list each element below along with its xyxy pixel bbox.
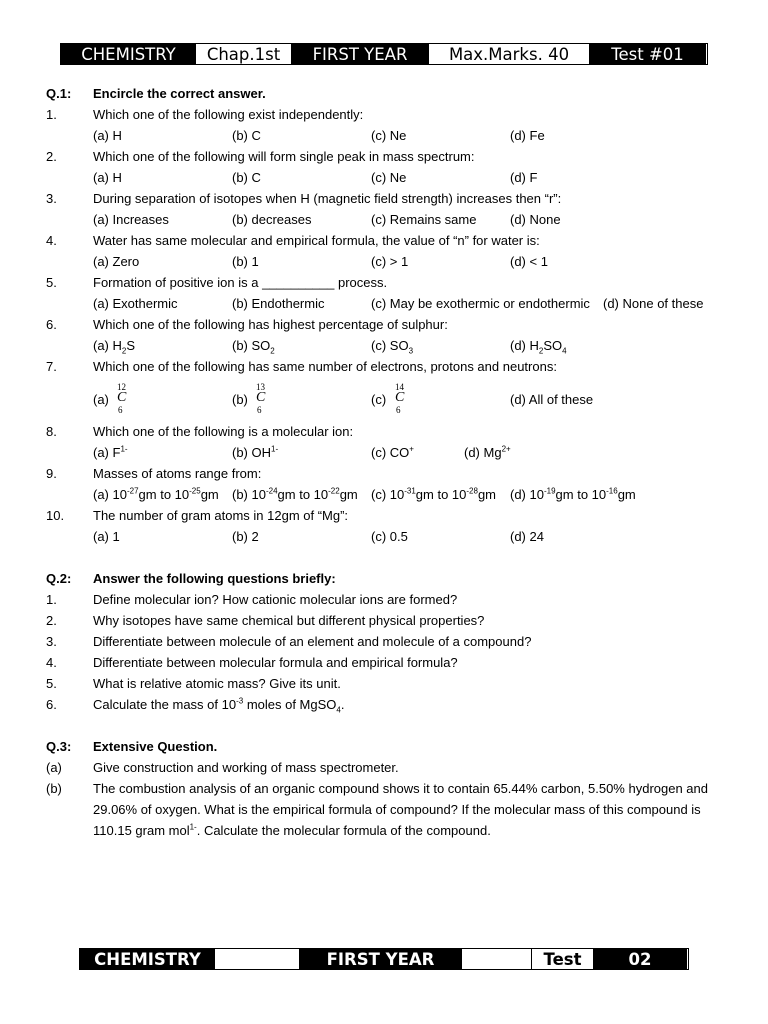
- option-b[interactable]: (b) C: [232, 170, 261, 185]
- footer-subject: CHEMISTRY: [80, 949, 215, 969]
- option-d-text: gm to 10: [555, 487, 607, 502]
- option-c[interactable]: [371, 337, 413, 355]
- exponent: 1-: [189, 822, 197, 832]
- question-text: Differentiate between molecule of an element and molecule of a compound?: [93, 634, 532, 649]
- question-text: The combustion analysis of an organic compound shows it to contain 65.44% carbon, 5.50% hydrogen and: [93, 781, 708, 796]
- q1-item-7: [0, 358, 768, 376]
- option-b[interactable]: [232, 486, 358, 504]
- text-part: Calculate the mass of 10: [93, 697, 237, 712]
- q1-options-6: [0, 337, 768, 355]
- q1-item-9: [0, 465, 768, 483]
- question-text: Formation of positive ion is a __________ process.: [93, 275, 388, 290]
- option-a-tail: S: [126, 338, 136, 353]
- subscript: 4: [562, 346, 567, 356]
- q1-options-7: [0, 391, 768, 409]
- option-c[interactable]: (c) 0.5: [371, 529, 408, 544]
- exponent: -25: [189, 486, 201, 496]
- question-text: Differentiate between molecular formula and empirical formula?: [93, 655, 458, 670]
- option-d-mid: SO: [543, 338, 563, 353]
- q1-item-10: [0, 507, 768, 525]
- item-number: 5.: [46, 676, 57, 691]
- option-a[interactable]: [93, 337, 135, 355]
- isotope-carbon-13: [256, 382, 270, 416]
- atomic-number: 6: [118, 405, 123, 415]
- atomic-number: 6: [257, 405, 262, 415]
- mass-number: 13: [256, 382, 265, 392]
- subscript: 3: [408, 346, 414, 356]
- subscript: 2: [538, 346, 544, 356]
- item-number: 5.: [46, 275, 57, 290]
- option-d-text: gm: [617, 487, 636, 502]
- q1-options-1: [0, 127, 768, 145]
- option-c[interactable]: (c) Remains same: [371, 212, 477, 227]
- superscript: 1-: [120, 444, 128, 454]
- question-text: Which one of the following has same number of electrons, protons and neutrons:: [93, 359, 557, 374]
- option-a[interactable]: [93, 444, 128, 462]
- element-symbol: C: [117, 390, 127, 405]
- option-d[interactable]: (d) < 1: [510, 254, 548, 269]
- q1-options-5: [0, 295, 768, 313]
- option-b-text: gm to 10: [277, 487, 329, 502]
- q2-heading: [0, 570, 768, 588]
- question-text: Which one of the following exist independently:: [93, 107, 364, 122]
- q3-heading: [0, 738, 768, 756]
- option-c[interactable]: (c) Ne: [371, 128, 407, 143]
- exponent: -22: [328, 486, 340, 496]
- option-b-text: gm: [339, 487, 358, 502]
- q1-options-10: [0, 528, 768, 546]
- footer-blank-2: [462, 949, 531, 969]
- option-b[interactable]: (b) C: [232, 128, 261, 143]
- mass-number: 12: [117, 382, 126, 392]
- q3-item-b-line-1: [0, 780, 768, 798]
- question-text: Which one of the following is a molecular ion:: [93, 424, 354, 439]
- option-d-text: (d) H: [510, 338, 539, 353]
- q1-heading: [0, 85, 768, 103]
- item-number: 3.: [46, 191, 57, 206]
- option-b[interactable]: (b) 2: [232, 529, 259, 544]
- option-c[interactable]: (c): [371, 392, 387, 407]
- atomic-number: 6: [396, 405, 401, 415]
- option-a-text: (a) F: [93, 445, 121, 460]
- subscript: 2: [121, 346, 127, 356]
- isotope-carbon-14: [395, 382, 409, 416]
- question-text: Why isotopes have same chemical but different physical properties?: [93, 613, 485, 628]
- q1-title: Encircle the correct answer.: [93, 86, 266, 101]
- option-a[interactable]: (a): [93, 392, 109, 407]
- question-text: Which one of the following will form single peak in mass spectrum:: [93, 149, 475, 164]
- q1-options-4: [0, 253, 768, 271]
- exponent: -27: [126, 486, 139, 496]
- element-symbol: C: [395, 390, 405, 405]
- q3-item-b-line-2: [0, 801, 768, 819]
- footer-test: Test: [531, 949, 593, 969]
- option-b[interactable]: [232, 337, 275, 355]
- option-c[interactable]: (c) > 1: [371, 254, 409, 269]
- option-d[interactable]: [510, 337, 567, 355]
- option-d[interactable]: (d) All of these: [510, 392, 594, 407]
- item-number: 2.: [46, 149, 57, 164]
- text-part: .: [340, 697, 345, 712]
- q1-item-4: [0, 232, 768, 250]
- question-text: During separation of isotopes when H (magnetic field strength) increases then “r”:: [93, 191, 562, 206]
- option-d[interactable]: [464, 444, 511, 462]
- header-chapter: Chap.1st: [196, 44, 291, 64]
- item-number: 6.: [46, 697, 57, 712]
- item-number: 4.: [46, 655, 57, 670]
- exponent: -31: [404, 486, 416, 496]
- exponent: -19: [543, 486, 556, 496]
- option-b[interactable]: [232, 444, 278, 462]
- option-a-text: (a) H: [93, 338, 122, 353]
- option-d[interactable]: (d) 24: [510, 529, 544, 544]
- text-part: moles of MgSO: [243, 697, 337, 712]
- option-a-text: gm: [200, 487, 219, 502]
- option-b-text: (b) OH: [232, 445, 271, 460]
- option-d-text: (d) Mg: [464, 445, 502, 460]
- q1-item-8: [0, 423, 768, 441]
- item-number: 6.: [46, 317, 57, 332]
- q1-options-8: [0, 444, 768, 462]
- header-subject: CHEMISTRY: [61, 44, 196, 64]
- question-text: [93, 696, 344, 714]
- subscript: 4: [336, 705, 341, 715]
- question-text: What is relative atomic mass? Give its unit.: [93, 676, 341, 691]
- footer-year: FIRST YEAR: [299, 949, 462, 969]
- q2-item-6: [0, 696, 768, 714]
- question-text: The number of gram atoms in 12gm of “Mg”:: [93, 508, 349, 523]
- q2-item-2: [0, 612, 768, 630]
- superscript: 2+: [501, 444, 511, 454]
- q1-item-2: [0, 148, 768, 166]
- option-c-text: gm to 10: [415, 487, 467, 502]
- option-a-text: (a) 10: [93, 487, 127, 502]
- superscript: +: [409, 444, 414, 454]
- item-number: 4.: [46, 233, 57, 248]
- option-c[interactable]: (c) May be exothermic or endothermic: [371, 296, 590, 311]
- option-c-text: (c) SO: [371, 338, 409, 353]
- option-a[interactable]: (a) Exothermic: [93, 296, 178, 311]
- q3-title: Extensive Question.: [93, 739, 218, 754]
- exponent: -3: [236, 696, 244, 706]
- q3-item-a: [0, 759, 768, 777]
- q2-item-5: [0, 675, 768, 693]
- q2-title: Answer the following questions briefly:: [93, 571, 336, 586]
- footer-blank-1: [215, 949, 299, 969]
- q2-item-4: [0, 654, 768, 672]
- footer-number: 02: [593, 949, 687, 969]
- option-c-text: gm: [477, 487, 497, 502]
- option-d[interactable]: (d) F: [510, 170, 538, 185]
- header-year: FIRST YEAR: [291, 44, 429, 64]
- option-b-text: (b) 10: [232, 487, 266, 502]
- q2-item-3: [0, 633, 768, 651]
- option-a[interactable]: (a) H: [93, 128, 122, 143]
- question-text: [93, 822, 491, 840]
- q1-item-1: [0, 106, 768, 124]
- item-number: 9.: [46, 466, 57, 481]
- q1-options-9: [0, 486, 768, 504]
- item-number: 7.: [46, 359, 57, 374]
- q3-label: Q.3:: [46, 739, 72, 754]
- option-a[interactable]: [93, 486, 219, 504]
- q1-item-5: [0, 274, 768, 292]
- q1-item-6: [0, 316, 768, 334]
- option-a[interactable]: (a) 1: [93, 529, 120, 544]
- q1-options-3: [0, 211, 768, 229]
- header-bar: [60, 43, 708, 65]
- option-c[interactable]: (c) Ne: [371, 170, 407, 185]
- option-c[interactable]: [371, 444, 414, 462]
- question-text: Which one of the following has highest percentage of sulphur:: [93, 317, 448, 332]
- item-number: (a): [46, 760, 62, 775]
- exponent: -28: [466, 486, 478, 496]
- option-d[interactable]: (d) None: [510, 212, 561, 227]
- item-number: 1.: [46, 107, 57, 122]
- superscript: 1-: [271, 444, 279, 454]
- q1-item-3: [0, 190, 768, 208]
- question-text: 29.06% of oxygen. What is the empirical formula of compound? If the molecular mass of this compound is: [93, 802, 701, 817]
- footer-bar: [79, 948, 689, 970]
- isotope-carbon-12: [117, 382, 131, 416]
- option-a[interactable]: (a) Zero: [93, 254, 140, 269]
- question-text: Give construction and working of mass spectrometer.: [93, 760, 399, 775]
- option-c-text: (c) CO: [371, 445, 410, 460]
- option-a[interactable]: (a) H: [93, 170, 122, 185]
- option-d-text: (d) 10: [510, 487, 544, 502]
- header-test: Test #01: [589, 44, 706, 64]
- item-number: 3.: [46, 634, 57, 649]
- option-c-text: (c) 10: [371, 487, 405, 502]
- q2-item-1: [0, 591, 768, 609]
- header-marks: Max.Marks. 40: [429, 44, 589, 64]
- exponent: -24: [265, 486, 278, 496]
- exponent: -16: [606, 486, 618, 496]
- q2-label: Q.2:: [46, 571, 72, 586]
- item-number: 2.: [46, 613, 57, 628]
- option-d[interactable]: (d) None of these: [603, 296, 704, 311]
- option-b-text: (b) SO: [232, 338, 271, 353]
- question-text: Masses of atoms range from:: [93, 466, 262, 481]
- item-number: (b): [46, 781, 62, 796]
- text-part: . Calculate the molecular formula of the compound.: [196, 823, 491, 838]
- option-d[interactable]: (d) Fe: [510, 128, 545, 143]
- item-number: 8.: [46, 424, 57, 439]
- mass-number: 14: [395, 382, 404, 392]
- option-b[interactable]: (b) Endothermic: [232, 296, 325, 311]
- item-number: 1.: [46, 592, 57, 607]
- q1-options-2: [0, 169, 768, 187]
- option-d[interactable]: [510, 486, 636, 504]
- subscript: 2: [270, 346, 275, 356]
- question-text: Water has same molecular and empirical formula, the value of “n” for water is:: [93, 233, 540, 248]
- question-text: Define molecular ion? How cationic molecular ions are formed?: [93, 592, 458, 607]
- option-b[interactable]: (b) decreases: [232, 212, 312, 227]
- item-number: 10.: [46, 508, 65, 523]
- text-part: 110.15 gram mol: [93, 823, 190, 838]
- option-a[interactable]: (a) Increases: [93, 212, 169, 227]
- q3-item-b-line-3: [0, 822, 768, 840]
- option-b[interactable]: (b) 1: [232, 254, 259, 269]
- option-b[interactable]: (b): [232, 392, 248, 407]
- option-a-text: gm to 10: [138, 487, 190, 502]
- option-c[interactable]: [371, 486, 496, 504]
- element-symbol: C: [256, 390, 266, 405]
- q1-label: Q.1:: [46, 86, 72, 101]
